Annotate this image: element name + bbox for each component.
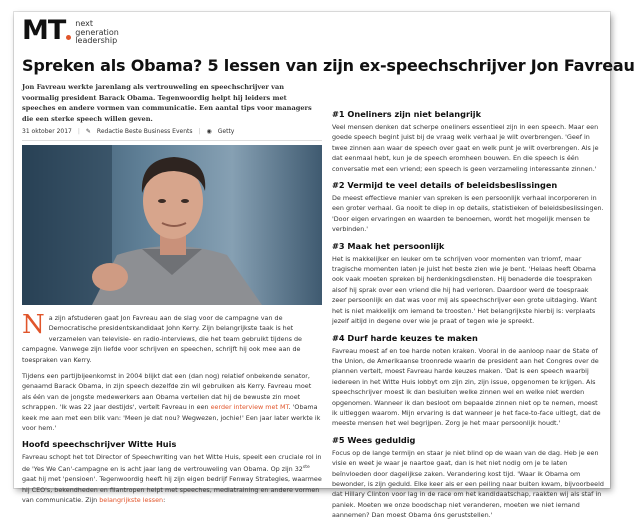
lesson-heading-2: #2 Vermijd te veel details of beleidsbeslissingen xyxy=(332,180,558,191)
superscript: ste xyxy=(302,464,310,470)
article-intro: Jon Favreau werkte jarenlang als vertrouweling en speechschrijver van voormalig president Barack Obama. Tegenwoordig helpt hij leiders met speeches en andere vormen van communicatie. Een aantal tips voor managers die een sterke speech willen geven. xyxy=(22,83,312,123)
article-title: Spreken als Obama? 5 lessen van zijn ex-speechschrijver Jon Favreau xyxy=(22,56,635,75)
paragraph-text: gaat hij met 'pensioen'. Tegenwoordig heeft hij zijn eigen bedrijf Fenway Strategies, waarmee hij CEO's, bekendheden en filantropen helpt met speeches, mediatraining en andere vormen van communicatie. Zijn xyxy=(22,475,322,505)
lesson-heading-4: #4 Durf harde keuzes te maken xyxy=(332,332,478,343)
logo-dot-icon xyxy=(66,35,71,40)
article-meta xyxy=(22,128,322,141)
pencil-icon: ✎ xyxy=(85,128,91,135)
paragraph-text: Favreau schopt het tot Director of Speechwriting van het Witte Huis, speelt een cruciale rol in de 'Yes We Can'-campagne en is acht jaar lang de vertrouweling van Obama. Op zijn 32 xyxy=(22,453,322,473)
left-column xyxy=(22,310,322,512)
logo-mark: MT xyxy=(22,15,66,46)
paragraph xyxy=(22,452,322,505)
section-heading: Hoofd speechschrijver Witte Huis xyxy=(22,439,177,450)
paragraph xyxy=(22,371,322,433)
logo-line-3: leadership xyxy=(75,36,118,45)
lesson-heading-1: #1 Oneliners zijn niet belangrijk xyxy=(332,109,482,119)
article-author[interactable]: Redactie Beste Business Events xyxy=(96,128,193,135)
logo-line-2: generation xyxy=(75,27,119,37)
lesson-heading-5: #5 Wees geduldig xyxy=(332,434,416,445)
lesson-text-1: Veel mensen denken dat scherpe oneliners essentieel zijn in een speech. Maar een goede speech begint juist bij de vraag welk verhaal je wilt overbrengen. 'Geef in twee zinnen aan waar de speech over gaat en welk punt je wilt overbrengen. Als je dat eenmaal hebt, kun je de speech eromheen bouwen. En die speech is één conversatie met een vriend; een speech is geen verzameling interessante zinnen.' xyxy=(332,123,599,173)
lessons-link[interactable]: belangrijkste lessen xyxy=(99,496,164,505)
mt-logo[interactable] xyxy=(22,15,119,46)
paragraph xyxy=(22,310,322,365)
lesson-text-5: Focus op de lange termijn en staar je niet blind op de waan van de dag. Heb je een visie en weet je waar je naartoe gaat, dan is het niet nodig om je te laten beïnvloeden door dagelijkse zaken. Verandering kost tijd. 'Waar ik Obama om bewonder, is zijn geduld. Elke keer als er een peiling naar buiten kwam, bijvoorbeeld dat Hillary Clinton voor lag in de race om het kandidaatschap, raakten wij als staf in paniek. Moeten we onze boodschap niet veranderen, moeten we niet iemand aannemen? Dan moest Obama óns geruststellen.' xyxy=(332,448,604,520)
meta-separator: | xyxy=(198,128,201,135)
right-column xyxy=(332,108,604,527)
logo-line-1: next xyxy=(75,19,94,28)
logo-tagline xyxy=(75,20,119,46)
lesson-text-2: De meest effectieve manier van spreken is een persoonlijk verhaal incorporeren in een groter verhaal. Ga nooit te diep in op details, statistieken of beleidsbeslissingen. 'Door eigen ervaringen en waarden te benoemen, wordt het mogelijk mensen te verbinden.' xyxy=(332,194,604,234)
photo-credit: Getty xyxy=(217,128,235,135)
paragraph-text: a zijn afstuderen gaat Jon Favreau aan de slag voor de campagne van de Democratische presidentskandidaat John Kerry. Zijn belangrijkste taak is het verzamelen van televisie- en radio-interviews, die het team gebruikt tijdens de campagne. Vanwege zijn liefde voor schrijven en speechen, schrijft hij ook mee aan de toespraken van Kerry. xyxy=(22,314,302,364)
meta-separator: | xyxy=(77,128,80,135)
dropcap: N xyxy=(22,310,45,340)
camera-icon: ◉ xyxy=(206,128,212,135)
paragraph-text: : xyxy=(163,496,166,505)
article-page xyxy=(14,12,635,520)
article-date: 31 oktober 2017 xyxy=(22,128,72,135)
lesson-text-3: Het is makkelijker en leuker om te schrijven voor momenten van triomf, maar tragische momenten laten je juist het beste zien wie je bent. 'Helaas heeft Obama ook vaak moeten spreken bij herdenkingsdiensten. Hij benaderde die toespraken alsof hij sprak over een vriend die hij had verloren. Daardoor werd de toespraak zeer persoonlijk en dat was voor mij als speechschrijver een grote uitdaging. Want het is niet makkelijk om iemand te troosten.' Het belangrijkste hierbij is: verplaats jezelf altijd in degene over wie je praat of tegen wie je spreekt. xyxy=(332,254,597,326)
lesson-text-4: Favreau moest af en toe harde noten kraken. Vooral in de aanloop naar de State of the Union, de Amerikaanse troonrede waarin de president aan het Congres over de plannen vertelt, moest Favreau harde keuzes maken. 'Dat is een speech waarbij iedereen in het Witte Huis lobbyt om zijn zin, zijn issue, opgenomen te krijgen. Als speechschrijver moest ik dan besluiten welke zinnen wel en welke niet werden opgenomen. Wanneer ik dan besloot om bepaalde zinnen niet op te nemen, moest ik uitleggen waarom. Mijn ervaring is dat wanneer je het face-to-face uitlegt, dat de meeste mensen het wel begrijpen. Zorg je het maar persoonlijk houdt.' xyxy=(332,346,601,428)
interview-link[interactable]: eerder interview met MT xyxy=(210,403,289,412)
lesson-heading-3: #3 Maak het persoonlijk xyxy=(332,240,445,251)
paragraph-text: . 'Obama keek me aan met een blik van: 'Meen je dat nou? Wegwezen, jochie!' Een jaar later werkte ik voor hem.' xyxy=(22,403,321,433)
paragraph-text: Tijdens een partijbijeenkomst in 2004 blijkt dat een (dan nog) relatief onbekende senator, genaamd Barack Obama, in zijn speech dezelfde zin wil gebruiken als Kerry. Favreau moet als één van de jongste medewerkers aan Obama vertellen dat hij de bewuste zin moet schrappen. 'Ik was 22 jaar destijds', vertelt Favreau in een xyxy=(22,372,312,412)
article-photo xyxy=(22,145,322,305)
